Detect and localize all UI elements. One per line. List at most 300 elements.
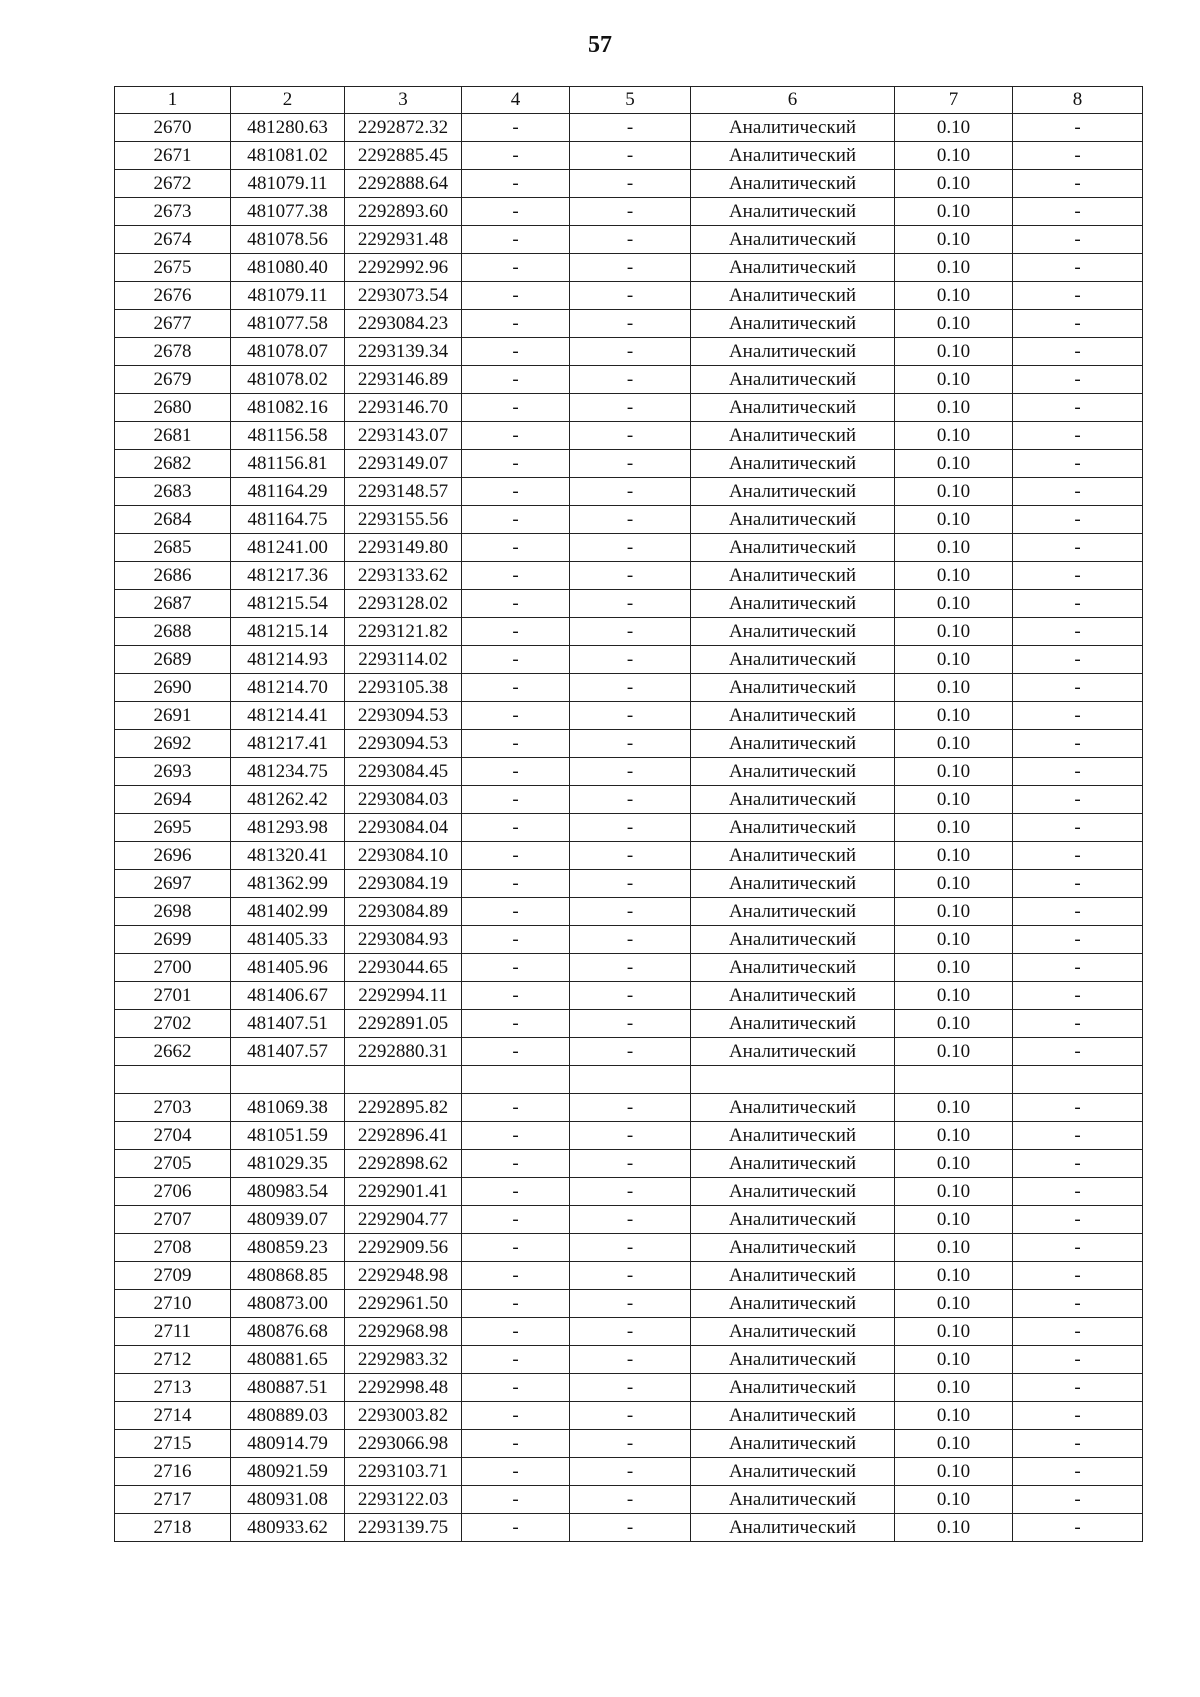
coordinate-x: 481214.70 xyxy=(231,674,345,702)
column-5-value: - xyxy=(570,1486,691,1514)
column-8-value: - xyxy=(1013,1318,1143,1346)
column-5-value: - xyxy=(570,282,691,310)
coordinate-x: 481051.59 xyxy=(231,1122,345,1150)
column-5-value: - xyxy=(570,254,691,282)
column-header: 2 xyxy=(231,87,345,114)
column-4-value: - xyxy=(462,506,570,534)
accuracy-value: 0.10 xyxy=(895,450,1013,478)
coordinate-y: 2293105.38 xyxy=(345,674,462,702)
column-8-value: - xyxy=(1013,1290,1143,1318)
column-header: 6 xyxy=(691,87,895,114)
coordinate-x: 481262.42 xyxy=(231,786,345,814)
coordinate-y: 2293003.82 xyxy=(345,1402,462,1430)
column-4-value: - xyxy=(462,450,570,478)
column-8-value: - xyxy=(1013,674,1143,702)
coordinates-table xyxy=(114,86,1143,1542)
coordinate-x: 481156.81 xyxy=(231,450,345,478)
accuracy-value: 0.10 xyxy=(895,1402,1013,1430)
method-value: Аналитический xyxy=(691,282,895,310)
coordinate-y: 2292983.32 xyxy=(345,1346,462,1374)
table-row xyxy=(115,1066,1143,1094)
column-5-value: - xyxy=(570,1346,691,1374)
column-5-value: - xyxy=(570,562,691,590)
column-4-value: - xyxy=(462,618,570,646)
column-8-value: - xyxy=(1013,1122,1143,1150)
table-row xyxy=(115,1514,1143,1542)
table-row xyxy=(115,842,1143,870)
accuracy-value: 0.10 xyxy=(895,562,1013,590)
method-value: Аналитический xyxy=(691,422,895,450)
table-row xyxy=(115,618,1143,646)
coordinate-y: 2292893.60 xyxy=(345,198,462,226)
point-number: 2693 xyxy=(115,758,231,786)
method-value: Аналитический xyxy=(691,618,895,646)
column-8-value: - xyxy=(1013,1178,1143,1206)
accuracy-value: 0.10 xyxy=(895,1206,1013,1234)
coordinate-x: 481215.14 xyxy=(231,618,345,646)
method-value: Аналитический xyxy=(691,170,895,198)
table-row xyxy=(115,282,1143,310)
column-4-value: - xyxy=(462,226,570,254)
column-4-value: - xyxy=(462,1178,570,1206)
point-number: 2674 xyxy=(115,226,231,254)
table-row xyxy=(115,954,1143,982)
column-8-value: - xyxy=(1013,1458,1143,1486)
column-4-value: - xyxy=(462,758,570,786)
point-number: 2703 xyxy=(115,1094,231,1122)
coordinate-x: 480939.07 xyxy=(231,1206,345,1234)
coordinate-x: 481164.75 xyxy=(231,506,345,534)
coordinate-y: 2293084.19 xyxy=(345,870,462,898)
coordinate-x: 481079.11 xyxy=(231,170,345,198)
table-row xyxy=(115,1262,1143,1290)
accuracy-value: 0.10 xyxy=(895,1122,1013,1150)
column-5-value: - xyxy=(570,1514,691,1542)
coordinate-y: 2293149.80 xyxy=(345,534,462,562)
coordinate-x: 481079.11 xyxy=(231,282,345,310)
column-5-value: - xyxy=(570,534,691,562)
accuracy-value: 0.10 xyxy=(895,618,1013,646)
method-value: Аналитический xyxy=(691,1094,895,1122)
coordinate-y: 2293146.70 xyxy=(345,394,462,422)
coordinate-x: 481362.99 xyxy=(231,870,345,898)
column-4-value: - xyxy=(462,786,570,814)
column-8-value: - xyxy=(1013,590,1143,618)
table-row xyxy=(115,114,1143,142)
column-header: 4 xyxy=(462,87,570,114)
method-value: Аналитический xyxy=(691,366,895,394)
coordinate-y: 2292909.56 xyxy=(345,1234,462,1262)
column-5-value: - xyxy=(570,758,691,786)
column-5-value: - xyxy=(570,898,691,926)
table-row xyxy=(115,142,1143,170)
accuracy-value: 0.10 xyxy=(895,954,1013,982)
coordinate-x: 480881.65 xyxy=(231,1346,345,1374)
column-4-value: - xyxy=(462,142,570,170)
method-value: Аналитический xyxy=(691,842,895,870)
coordinate-y: 2293146.89 xyxy=(345,366,462,394)
point-number: 2716 xyxy=(115,1458,231,1486)
column-5-value: - xyxy=(570,506,691,534)
table-row xyxy=(115,730,1143,758)
accuracy-value: 0.10 xyxy=(895,170,1013,198)
column-4-value: - xyxy=(462,1486,570,1514)
column-5-value: - xyxy=(570,198,691,226)
column-8-value: - xyxy=(1013,1234,1143,1262)
accuracy-value: 0.10 xyxy=(895,1290,1013,1318)
table-row xyxy=(115,422,1143,450)
column-4-value: - xyxy=(462,1234,570,1262)
point-number: 2683 xyxy=(115,478,231,506)
method-value: Аналитический xyxy=(691,226,895,254)
column-8-value: - xyxy=(1013,282,1143,310)
accuracy-value: 0.10 xyxy=(895,1346,1013,1374)
method-value: Аналитический xyxy=(691,926,895,954)
point-number xyxy=(115,1066,231,1094)
column-5-value: - xyxy=(570,842,691,870)
coordinate-y: 2293149.07 xyxy=(345,450,462,478)
table-row xyxy=(115,1346,1143,1374)
column-5-value: - xyxy=(570,786,691,814)
accuracy-value: 0.10 xyxy=(895,1150,1013,1178)
column-5-value: - xyxy=(570,1262,691,1290)
point-number: 2699 xyxy=(115,926,231,954)
coordinate-y: 2292994.11 xyxy=(345,982,462,1010)
coordinate-x: 481069.38 xyxy=(231,1094,345,1122)
column-8-value: - xyxy=(1013,170,1143,198)
point-number: 2662 xyxy=(115,1038,231,1066)
accuracy-value: 0.10 xyxy=(895,590,1013,618)
column-5-value: - xyxy=(570,142,691,170)
point-number: 2670 xyxy=(115,114,231,142)
column-4-value: - xyxy=(462,366,570,394)
method-value: Аналитический xyxy=(691,1458,895,1486)
method-value: Аналитический xyxy=(691,954,895,982)
coordinate-x: 481217.36 xyxy=(231,562,345,590)
coordinate-y: 2293155.56 xyxy=(345,506,462,534)
point-number: 2705 xyxy=(115,1150,231,1178)
column-8-value: - xyxy=(1013,1094,1143,1122)
coordinate-x: 480876.68 xyxy=(231,1318,345,1346)
method-value: Аналитический xyxy=(691,1262,895,1290)
accuracy-value: 0.10 xyxy=(895,674,1013,702)
method-value: Аналитический xyxy=(691,814,895,842)
coordinate-y: 2293103.71 xyxy=(345,1458,462,1486)
point-number: 2687 xyxy=(115,590,231,618)
method-value: Аналитический xyxy=(691,730,895,758)
column-5-value: - xyxy=(570,1430,691,1458)
column-8-value: - xyxy=(1013,142,1143,170)
coordinate-y: 2293128.02 xyxy=(345,590,462,618)
coordinate-x: 481405.96 xyxy=(231,954,345,982)
accuracy-value: 0.10 xyxy=(895,310,1013,338)
accuracy-value: 0.10 xyxy=(895,786,1013,814)
column-5-value: - xyxy=(570,114,691,142)
accuracy-value: 0.10 xyxy=(895,142,1013,170)
column-5-value: - xyxy=(570,1178,691,1206)
column-5-value: - xyxy=(570,814,691,842)
coordinate-y: 2293084.23 xyxy=(345,310,462,338)
method-value: Аналитический xyxy=(691,562,895,590)
column-8-value: - xyxy=(1013,982,1143,1010)
table-row xyxy=(115,982,1143,1010)
column-4-value: - xyxy=(462,730,570,758)
coordinate-y: 2292961.50 xyxy=(345,1290,462,1318)
column-5-value: - xyxy=(570,338,691,366)
point-number: 2694 xyxy=(115,786,231,814)
point-number: 2673 xyxy=(115,198,231,226)
point-number: 2700 xyxy=(115,954,231,982)
column-8-value: - xyxy=(1013,198,1143,226)
table-row xyxy=(115,1430,1143,1458)
coordinate-y: 2293133.62 xyxy=(345,562,462,590)
column-4-value: - xyxy=(462,114,570,142)
table-row xyxy=(115,590,1143,618)
method-value: Аналитический xyxy=(691,1122,895,1150)
column-5-value: - xyxy=(570,982,691,1010)
method-value: Аналитический xyxy=(691,450,895,478)
coordinate-y: 2292872.32 xyxy=(345,114,462,142)
accuracy-value: 0.10 xyxy=(895,1374,1013,1402)
method-value: Аналитический xyxy=(691,870,895,898)
coordinate-y: 2292901.41 xyxy=(345,1178,462,1206)
column-4-value: - xyxy=(462,814,570,842)
coordinate-x: 481405.33 xyxy=(231,926,345,954)
accuracy-value: 0.10 xyxy=(895,478,1013,506)
column-8-value: - xyxy=(1013,1514,1143,1542)
column-5-value: - xyxy=(570,422,691,450)
column-5-value: - xyxy=(570,1150,691,1178)
page-number: 57 xyxy=(588,32,612,58)
method-value: Аналитический xyxy=(691,142,895,170)
column-5-value: - xyxy=(570,954,691,982)
table-row xyxy=(115,1094,1143,1122)
method-value: Аналитический xyxy=(691,674,895,702)
column-8-value xyxy=(1013,1066,1143,1094)
point-number: 2688 xyxy=(115,618,231,646)
coordinate-y: 2293094.53 xyxy=(345,730,462,758)
column-4-value: - xyxy=(462,254,570,282)
column-8-value: - xyxy=(1013,1430,1143,1458)
column-8-value: - xyxy=(1013,1010,1143,1038)
table-row xyxy=(115,1178,1143,1206)
accuracy-value: 0.10 xyxy=(895,338,1013,366)
coordinate-x: 481214.41 xyxy=(231,702,345,730)
column-8-value: - xyxy=(1013,422,1143,450)
column-8-value: - xyxy=(1013,1206,1143,1234)
coordinate-y: 2293143.07 xyxy=(345,422,462,450)
method-value: Аналитический xyxy=(691,338,895,366)
column-8-value: - xyxy=(1013,1038,1143,1066)
method-value xyxy=(691,1066,895,1094)
accuracy-value: 0.10 xyxy=(895,1514,1013,1542)
column-4-value: - xyxy=(462,310,570,338)
coordinate-y: 2292898.62 xyxy=(345,1150,462,1178)
table-row xyxy=(115,1290,1143,1318)
column-8-value: - xyxy=(1013,254,1143,282)
point-number: 2681 xyxy=(115,422,231,450)
table-row xyxy=(115,1486,1143,1514)
column-4-value: - xyxy=(462,1430,570,1458)
column-8-value: - xyxy=(1013,618,1143,646)
column-4-value: - xyxy=(462,954,570,982)
accuracy-value: 0.10 xyxy=(895,982,1013,1010)
table-row xyxy=(115,1206,1143,1234)
point-number: 2689 xyxy=(115,646,231,674)
column-8-value: - xyxy=(1013,1262,1143,1290)
method-value: Аналитический xyxy=(691,310,895,338)
point-number: 2695 xyxy=(115,814,231,842)
method-value: Аналитический xyxy=(691,590,895,618)
accuracy-value: 0.10 xyxy=(895,1010,1013,1038)
coordinate-y: 2293139.75 xyxy=(345,1514,462,1542)
table-row xyxy=(115,646,1143,674)
point-number: 2676 xyxy=(115,282,231,310)
column-8-value: - xyxy=(1013,478,1143,506)
column-5-value: - xyxy=(570,1318,691,1346)
method-value: Аналитический xyxy=(691,1402,895,1430)
coordinate-y: 2292891.05 xyxy=(345,1010,462,1038)
column-4-value: - xyxy=(462,1010,570,1038)
column-5-value: - xyxy=(570,1094,691,1122)
column-8-value: - xyxy=(1013,954,1143,982)
table-row xyxy=(115,478,1143,506)
column-4-value: - xyxy=(462,842,570,870)
point-number: 2691 xyxy=(115,702,231,730)
table-row xyxy=(115,534,1143,562)
column-5-value: - xyxy=(570,618,691,646)
column-4-value: - xyxy=(462,1346,570,1374)
column-8-value: - xyxy=(1013,1402,1143,1430)
column-5-value: - xyxy=(570,702,691,730)
column-5-value: - xyxy=(570,450,691,478)
column-4-value: - xyxy=(462,1262,570,1290)
accuracy-value: 0.10 xyxy=(895,1234,1013,1262)
table-row xyxy=(115,1458,1143,1486)
coordinate-y xyxy=(345,1066,462,1094)
point-number: 2677 xyxy=(115,310,231,338)
column-4-value: - xyxy=(462,1122,570,1150)
accuracy-value: 0.10 xyxy=(895,870,1013,898)
column-8-value: - xyxy=(1013,450,1143,478)
table-row xyxy=(115,926,1143,954)
method-value: Аналитический xyxy=(691,1486,895,1514)
table-row xyxy=(115,814,1143,842)
column-8-value: - xyxy=(1013,562,1143,590)
method-value: Аналитический xyxy=(691,254,895,282)
column-header: 5 xyxy=(570,87,691,114)
coordinate-y: 2293094.53 xyxy=(345,702,462,730)
coordinate-x: 481241.00 xyxy=(231,534,345,562)
accuracy-value: 0.10 xyxy=(895,702,1013,730)
column-4-value: - xyxy=(462,1458,570,1486)
method-value: Аналитический xyxy=(691,1318,895,1346)
coordinate-y: 2293084.93 xyxy=(345,926,462,954)
point-number: 2708 xyxy=(115,1234,231,1262)
method-value: Аналитический xyxy=(691,534,895,562)
coordinate-y: 2292948.98 xyxy=(345,1262,462,1290)
table-row xyxy=(115,1402,1143,1430)
coordinate-y: 2292888.64 xyxy=(345,170,462,198)
method-value: Аналитический xyxy=(691,1346,895,1374)
column-8-value: - xyxy=(1013,1346,1143,1374)
point-number: 2696 xyxy=(115,842,231,870)
accuracy-value: 0.10 xyxy=(895,730,1013,758)
coordinate-x: 480921.59 xyxy=(231,1458,345,1486)
table-row xyxy=(115,1038,1143,1066)
accuracy-value: 0.10 xyxy=(895,1038,1013,1066)
point-number: 2697 xyxy=(115,870,231,898)
coordinate-y: 2293084.03 xyxy=(345,786,462,814)
accuracy-value: 0.10 xyxy=(895,842,1013,870)
coordinate-y: 2293121.82 xyxy=(345,618,462,646)
method-value: Аналитический xyxy=(691,982,895,1010)
table-row xyxy=(115,562,1143,590)
coordinate-x: 481320.41 xyxy=(231,842,345,870)
point-number: 2686 xyxy=(115,562,231,590)
method-value: Аналитический xyxy=(691,1514,895,1542)
table-row xyxy=(115,702,1143,730)
table-row xyxy=(115,226,1143,254)
column-4-value: - xyxy=(462,590,570,618)
table-row xyxy=(115,170,1143,198)
column-4-value: - xyxy=(462,1150,570,1178)
method-value: Аналитический xyxy=(691,1234,895,1262)
coordinate-y: 2293114.02 xyxy=(345,646,462,674)
accuracy-value: 0.10 xyxy=(895,758,1013,786)
column-5-value: - xyxy=(570,870,691,898)
coordinate-x: 480889.03 xyxy=(231,1402,345,1430)
method-value: Аналитический xyxy=(691,758,895,786)
method-value: Аналитический xyxy=(691,646,895,674)
point-number: 2698 xyxy=(115,898,231,926)
coordinate-x: 480931.08 xyxy=(231,1486,345,1514)
column-4-value: - xyxy=(462,646,570,674)
column-5-value: - xyxy=(570,1010,691,1038)
table-row xyxy=(115,506,1143,534)
coordinate-y: 2293084.45 xyxy=(345,758,462,786)
accuracy-value: 0.10 xyxy=(895,394,1013,422)
column-5-value: - xyxy=(570,1402,691,1430)
table-row xyxy=(115,254,1143,282)
point-number: 2704 xyxy=(115,1122,231,1150)
accuracy-value: 0.10 xyxy=(895,506,1013,534)
column-8-value: - xyxy=(1013,338,1143,366)
coordinate-x: 481029.35 xyxy=(231,1150,345,1178)
column-5-value: - xyxy=(570,394,691,422)
column-4-value: - xyxy=(462,478,570,506)
column-8-value: - xyxy=(1013,534,1143,562)
column-8-value: - xyxy=(1013,646,1143,674)
coordinate-x: 481077.38 xyxy=(231,198,345,226)
column-4-value: - xyxy=(462,1206,570,1234)
column-5-value: - xyxy=(570,310,691,338)
point-number: 2701 xyxy=(115,982,231,1010)
column-4-value: - xyxy=(462,198,570,226)
coordinate-x: 481215.54 xyxy=(231,590,345,618)
method-value: Аналитический xyxy=(691,1374,895,1402)
point-number: 2706 xyxy=(115,1178,231,1206)
coordinate-x: 481402.99 xyxy=(231,898,345,926)
column-5-value: - xyxy=(570,366,691,394)
column-5-value: - xyxy=(570,1290,691,1318)
point-number: 2678 xyxy=(115,338,231,366)
accuracy-value xyxy=(895,1066,1013,1094)
column-8-value: - xyxy=(1013,926,1143,954)
table-row xyxy=(115,394,1143,422)
coordinate-x: 481406.67 xyxy=(231,982,345,1010)
column-8-value: - xyxy=(1013,1150,1143,1178)
